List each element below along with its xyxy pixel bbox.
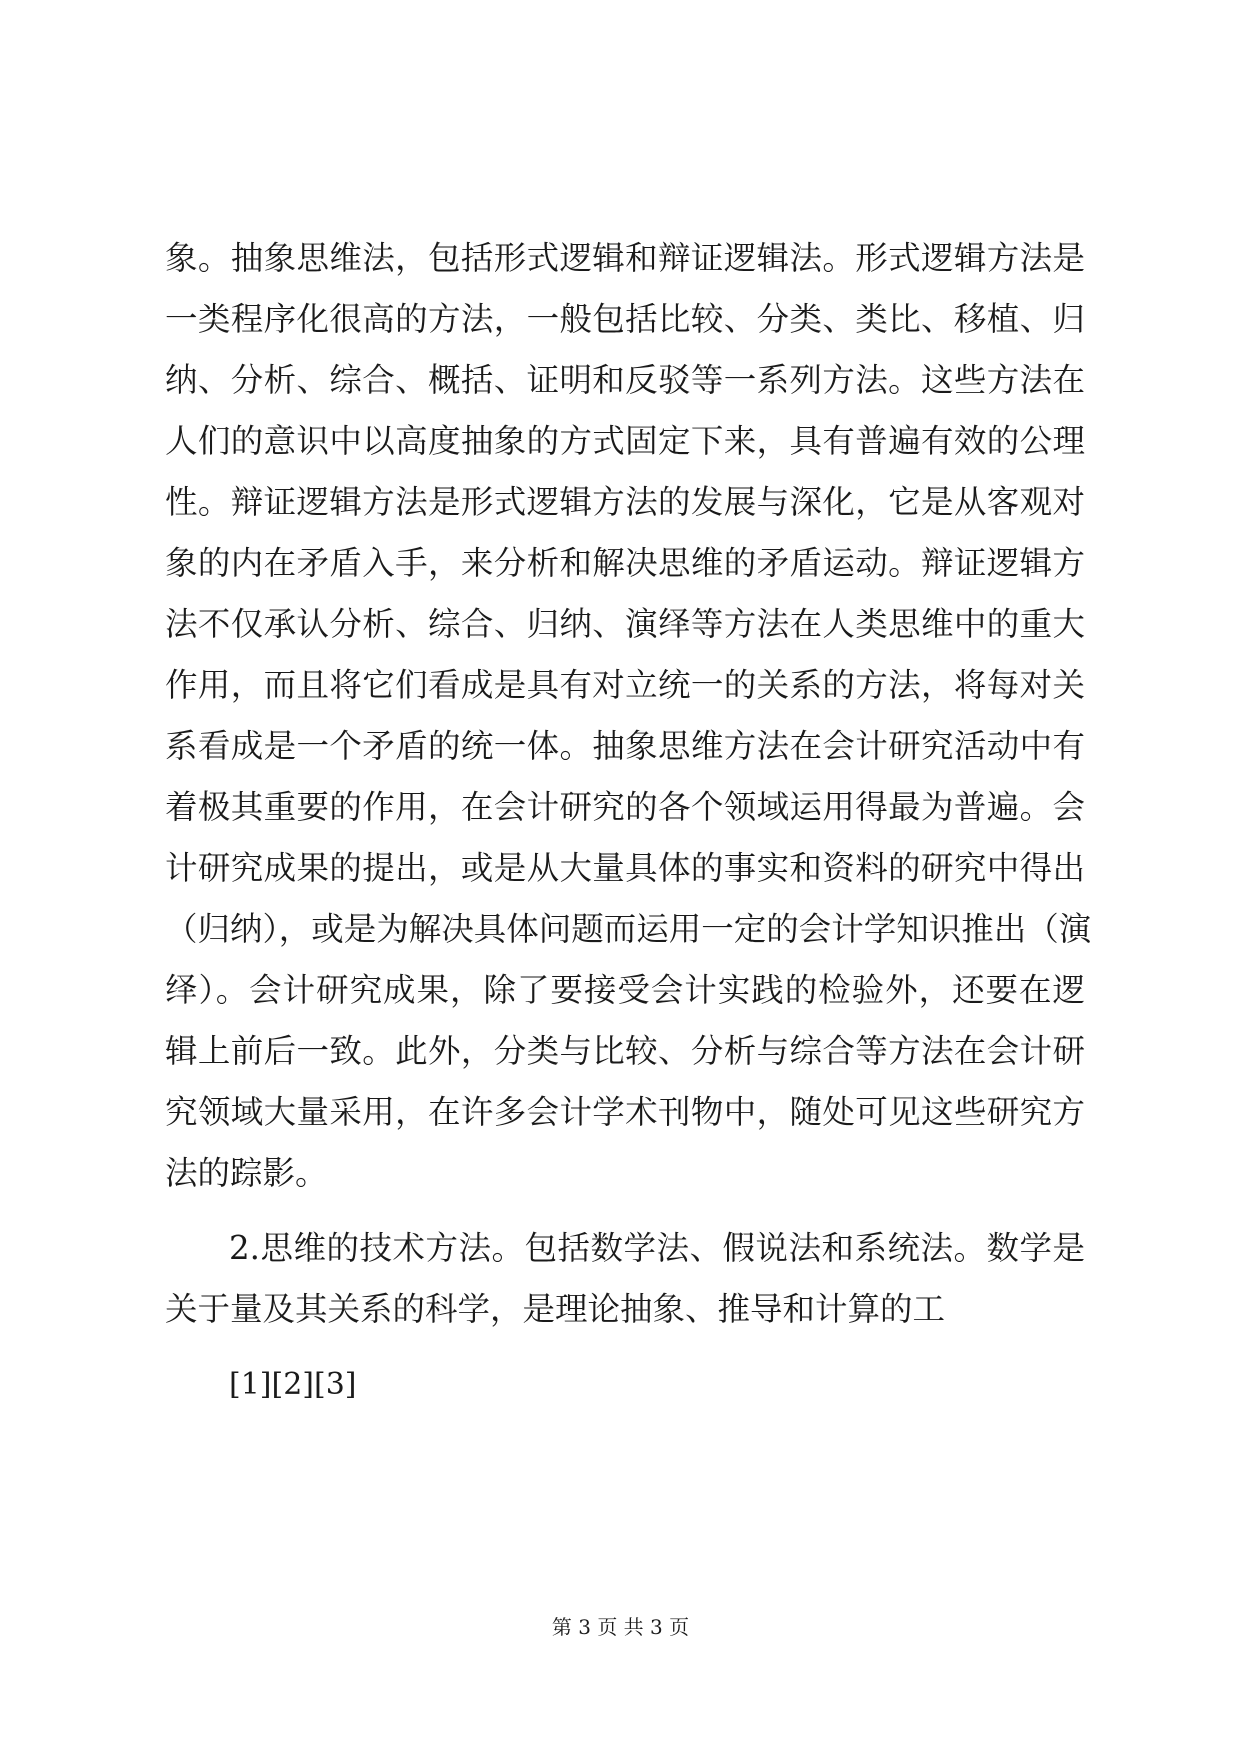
- text-line: 辑上前后一致。此外，分类与比较、分析与综合等方法在会计研: [165, 1032, 1085, 1070]
- text-line: 纳、分析、综合、概括、证明和反驳等一系列方法。这些方法在: [165, 361, 1085, 399]
- text-line: 法不仅承认分析、综合、归纳、演绎等方法在人类思维中的重大: [165, 605, 1085, 643]
- text-line: 法的踪影。: [165, 1154, 328, 1192]
- text-line: 象的内在矛盾入手，来分析和解决思维的矛盾运动。辩证逻辑方: [165, 544, 1085, 582]
- text-line: 性。辩证逻辑方法是形式逻辑方法的发展与深化，它是从客观对: [165, 483, 1085, 521]
- paragraph-spacer: [165, 1204, 1085, 1218]
- text-line: 绎）。会计研究成果，除了要接受会计实践的检验外，还要在逻: [165, 971, 1085, 1009]
- text-line: 系看成是一个矛盾的统一体。抽象思维方法在会计研究活动中有: [165, 727, 1085, 765]
- text-line: 人们的意识中以高度抽象的方式固定下来，具有普遍有效的公理: [165, 422, 1085, 460]
- reference-links[interactable]: [1][2][3]: [229, 1367, 357, 1402]
- paragraph-abstract-thinking: [165, 228, 1092, 1204]
- text-line: 着极其重要的作用，在会计研究的各个领域运用得最为普遍。会: [165, 788, 1085, 826]
- text-line: 2.思维的技术方法。包括数学法、假说法和系统法。数学是: [229, 1229, 1085, 1267]
- document-body: [165, 228, 1092, 1415]
- paragraph-technical-methods: [165, 1218, 1085, 1340]
- text-line: （归纳），或是为解决具体问题而运用一定的会计学知识推出（演: [165, 910, 1092, 948]
- text-line: 一类程序化很高的方法，一般包括比较、分类、类比、移植、归: [165, 300, 1085, 338]
- text-line: 计研究成果的提出，或是从大量具体的事实和资料的研究中得出: [165, 849, 1085, 887]
- text-line: 作用，而且将它们看成是具有对立统一的关系的方法，将每对关: [165, 666, 1085, 704]
- text-line: 象。抽象思维法，包括形式逻辑和辩证逻辑法。形式逻辑方法是: [165, 239, 1085, 277]
- text-line: 究领域大量采用，在许多会计学术刊物中，随处可见这些研究方: [165, 1093, 1085, 1131]
- page-number-footer: 第 3 页 共 3 页: [551, 1615, 690, 1639]
- text-line: 关于量及其关系的科学，是理论抽象、推导和计算的工: [165, 1290, 946, 1328]
